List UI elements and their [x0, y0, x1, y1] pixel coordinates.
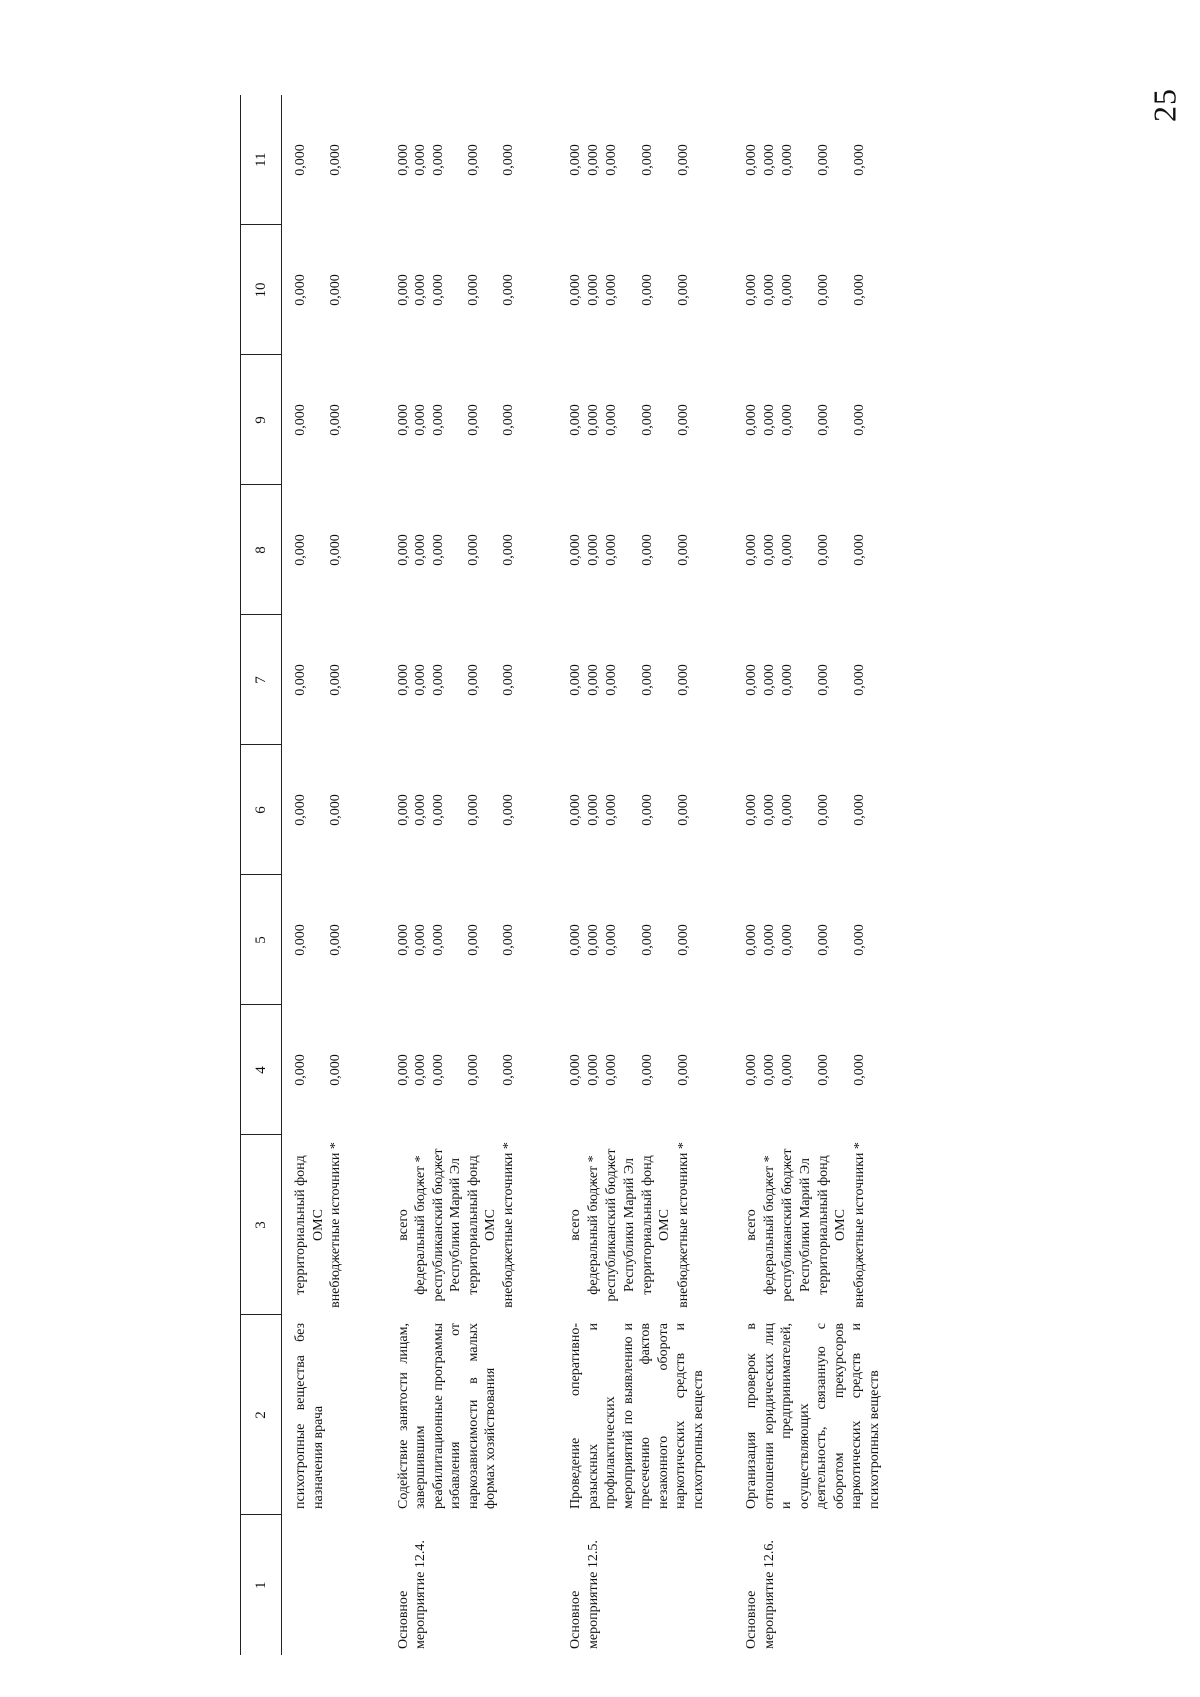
- amount-cell: 0,000: [675, 794, 691, 826]
- spacer-cell: [707, 95, 733, 1655]
- table-row: [385, 95, 413, 1655]
- amount-cell: 0,000: [413, 274, 428, 306]
- amount-cell: 0,000: [851, 274, 867, 306]
- amount-cell: 0,000: [395, 144, 411, 176]
- amount-cell: 0,000: [395, 534, 411, 566]
- amount-cell: 0,000: [568, 794, 583, 826]
- amount-cell: 0,000: [430, 1054, 446, 1086]
- amount-cell: 0,000: [604, 794, 620, 826]
- amount-cell: 0,000: [293, 664, 308, 696]
- amount-cell: 0,000: [762, 404, 778, 436]
- column-header: 7: [241, 615, 282, 745]
- amount-cell: 0,000: [780, 144, 796, 176]
- amount-cell: 0,000: [465, 274, 481, 306]
- amount-cell: 0,000: [851, 404, 867, 436]
- amount-cell: 0,000: [762, 534, 778, 566]
- amount-cell: 0,000: [815, 144, 831, 176]
- table-row: [733, 95, 761, 1655]
- amount-cell: 0,000: [675, 404, 691, 436]
- amount-cell: 0,000: [500, 404, 516, 436]
- amount-cell: 0,000: [328, 794, 343, 826]
- measure-name: Основное мероприятие 12.5.: [568, 1540, 601, 1649]
- financing-table: [240, 95, 883, 1655]
- amount-cell: 0,000: [568, 1054, 583, 1086]
- amount-cell: 0,000: [762, 144, 778, 176]
- funding-source: республиканский бюджет Республики Марий Эл: [430, 1148, 463, 1302]
- amount-cell: 0,000: [293, 404, 308, 436]
- group-spacer: [531, 95, 557, 1655]
- amount-cell: 0,000: [586, 664, 602, 696]
- amount-cell: 0,000: [762, 794, 778, 826]
- funding-source: республиканский бюджет Республики Марий Эл: [780, 1148, 813, 1302]
- column-header: 1: [241, 1515, 282, 1655]
- amount-cell: 0,000: [395, 404, 411, 436]
- amount-cell: 0,000: [500, 534, 516, 566]
- amount-cell: 0,000: [780, 1054, 796, 1086]
- amount-cell: 0,000: [413, 794, 428, 826]
- amount-cell: 0,000: [465, 794, 481, 826]
- funding-source: всего: [395, 1209, 411, 1241]
- amount-cell: 0,000: [430, 144, 446, 176]
- amount-cell: 0,000: [328, 274, 343, 306]
- group-spacer: [707, 95, 733, 1655]
- amount-cell: 0,000: [780, 664, 796, 696]
- amount-cell: 0,000: [568, 144, 583, 176]
- funding-source: республиканский бюджет Республики Марий Эл: [604, 1148, 637, 1302]
- amount-cell: 0,000: [328, 924, 343, 956]
- amount-cell: 0,000: [780, 404, 796, 436]
- amount-cell: 0,000: [815, 794, 831, 826]
- measure-description: Проведение оперативно-разыскных и профилактических мероприятий по выявлению и пресечению фактов незаконного оборота наркотических средств и психотропных веществ: [568, 1323, 706, 1509]
- amount-cell: 0,000: [815, 1054, 831, 1086]
- amount-cell: 0,000: [500, 274, 516, 306]
- amount-cell: 0,000: [413, 1054, 428, 1086]
- amount-cell: 0,000: [639, 144, 655, 176]
- amount-cell: 0,000: [780, 794, 796, 826]
- amount-cell: 0,000: [762, 274, 778, 306]
- amount-cell: 0,000: [744, 794, 759, 826]
- amount-cell: 0,000: [500, 664, 516, 696]
- amount-cell: 0,000: [586, 144, 602, 176]
- amount-cell: 0,000: [586, 1054, 602, 1086]
- amount-cell: 0,000: [500, 924, 516, 956]
- amount-cell: 0,000: [586, 794, 602, 826]
- funding-source: внебюджетные источники *: [500, 1142, 516, 1308]
- funding-source: территориальный фонд ОМС: [293, 1155, 326, 1295]
- amount-cell: 0,000: [675, 144, 691, 176]
- amount-cell: 0,000: [395, 1054, 411, 1086]
- amount-cell: 0,000: [413, 534, 428, 566]
- amount-cell: 0,000: [465, 534, 481, 566]
- spacer-cell: [359, 95, 385, 1655]
- amount-cell: 0,000: [675, 1054, 691, 1086]
- amount-cell: 0,000: [744, 924, 759, 956]
- amount-cell: 0,000: [604, 664, 620, 696]
- amount-cell: 0,000: [815, 274, 831, 306]
- column-number-header: [241, 95, 282, 1655]
- amount-cell: 0,000: [465, 664, 481, 696]
- amount-cell: 0,000: [815, 664, 831, 696]
- amount-cell: 0,000: [328, 144, 343, 176]
- amount-cell: 0,000: [465, 924, 481, 956]
- amount-cell: 0,000: [744, 274, 759, 306]
- column-header: 10: [241, 225, 282, 355]
- amount-cell: 0,000: [328, 534, 343, 566]
- amount-cell: 0,000: [328, 404, 343, 436]
- amount-cell: 0,000: [568, 924, 583, 956]
- amount-cell: 0,000: [744, 664, 759, 696]
- amount-cell: 0,000: [395, 274, 411, 306]
- amount-cell: 0,000: [744, 1054, 759, 1086]
- column-header: 3: [241, 1135, 282, 1315]
- funding-source: внебюджетные источники *: [851, 1142, 867, 1308]
- amount-cell: 0,000: [430, 794, 446, 826]
- amount-cell: 0,000: [639, 1054, 655, 1086]
- measure-name: [282, 1515, 359, 1655]
- amount-cell: 0,000: [815, 534, 831, 566]
- amount-cell: 0,000: [568, 664, 583, 696]
- column-header: 11: [241, 95, 282, 225]
- amount-cell: 0,000: [639, 404, 655, 436]
- amount-cell: 0,000: [851, 924, 867, 956]
- measure-description: психотропные вещества без назначения врача: [293, 1323, 326, 1509]
- amount-cell: 0,000: [586, 924, 602, 956]
- amount-cell: 0,000: [604, 404, 620, 436]
- amount-cell: 0,000: [675, 664, 691, 696]
- funding-source: всего: [568, 1209, 583, 1241]
- column-header: 5: [241, 875, 282, 1005]
- amount-cell: 0,000: [780, 534, 796, 566]
- amount-cell: 0,000: [604, 924, 620, 956]
- amount-cell: 0,000: [851, 144, 867, 176]
- amount-cell: 0,000: [500, 144, 516, 176]
- amount-cell: 0,000: [815, 924, 831, 956]
- amount-cell: 0,000: [851, 534, 867, 566]
- amount-cell: 0,000: [604, 144, 620, 176]
- funding-source: внебюджетные источники *: [675, 1142, 691, 1308]
- amount-cell: 0,000: [413, 664, 428, 696]
- amount-cell: 0,000: [430, 924, 446, 956]
- group-spacer: [359, 95, 385, 1655]
- amount-cell: 0,000: [604, 1054, 620, 1086]
- amount-cell: 0,000: [675, 274, 691, 306]
- measure-name: Основное мероприятие 12.4.: [395, 1540, 428, 1649]
- amount-cell: 0,000: [293, 274, 308, 306]
- column-header: 6: [241, 745, 282, 875]
- column-header: 4: [241, 1005, 282, 1135]
- amount-cell: 0,000: [675, 924, 691, 956]
- amount-cell: 0,000: [430, 664, 446, 696]
- amount-cell: 0,000: [293, 534, 308, 566]
- amount-cell: 0,000: [762, 1054, 778, 1086]
- funding-source: территориальный фонд ОМС: [465, 1155, 498, 1295]
- amount-cell: 0,000: [328, 1054, 343, 1086]
- funding-source: территориальный фонд ОМС: [639, 1155, 673, 1295]
- rotated-page-content: [240, 95, 1170, 1655]
- funding-source: федеральный бюджет *: [413, 1155, 428, 1295]
- amount-cell: 0,000: [568, 404, 583, 436]
- column-header: 9: [241, 355, 282, 485]
- amount-cell: 0,000: [500, 794, 516, 826]
- amount-cell: 0,000: [639, 794, 655, 826]
- amount-cell: 0,000: [604, 534, 620, 566]
- amount-cell: 0,000: [293, 794, 308, 826]
- amount-cell: 0,000: [639, 274, 655, 306]
- amount-cell: 0,000: [568, 534, 583, 566]
- measure-description: Содействие занятости лицам, завершившим реабилитационные программы избавления от наркозависимости в малых формах хозяйствования: [395, 1323, 498, 1509]
- funding-source: федеральный бюджет *: [762, 1155, 778, 1295]
- amount-cell: 0,000: [639, 924, 655, 956]
- amount-cell: 0,000: [413, 404, 428, 436]
- amount-cell: 0,000: [293, 924, 308, 956]
- funding-source: всего: [744, 1209, 759, 1241]
- amount-cell: 0,000: [780, 274, 796, 306]
- amount-cell: 0,000: [851, 1054, 867, 1086]
- amount-cell: 0,000: [851, 794, 867, 826]
- spacer-cell: [531, 95, 557, 1655]
- column-header: 2: [241, 1315, 282, 1515]
- amount-cell: 0,000: [815, 404, 831, 436]
- amount-cell: 0,000: [430, 534, 446, 566]
- amount-cell: 0,000: [675, 534, 691, 566]
- column-header: 8: [241, 485, 282, 615]
- measure-name: Основное мероприятие 12.6.: [744, 1540, 777, 1649]
- amount-cell: 0,000: [395, 664, 411, 696]
- amount-cell: 0,000: [395, 924, 411, 956]
- amount-cell: 0,000: [639, 534, 655, 566]
- amount-cell: 0,000: [465, 404, 481, 436]
- amount-cell: 0,000: [744, 534, 759, 566]
- amount-cell: 0,000: [500, 1054, 516, 1086]
- amount-cell: 0,000: [744, 144, 759, 176]
- amount-cell: 0,000: [568, 274, 583, 306]
- amount-cell: 0,000: [780, 924, 796, 956]
- amount-cell: 0,000: [744, 404, 759, 436]
- amount-cell: 0,000: [604, 274, 620, 306]
- funding-source: территориальный фонд ОМС: [815, 1155, 849, 1295]
- amount-cell: 0,000: [430, 274, 446, 306]
- amount-cell: 0,000: [851, 664, 867, 696]
- funding-source: федеральный бюджет *: [586, 1155, 602, 1295]
- amount-cell: 0,000: [762, 664, 778, 696]
- amount-cell: 0,000: [586, 534, 602, 566]
- amount-cell: 0,000: [293, 144, 308, 176]
- amount-cell: 0,000: [465, 1054, 481, 1086]
- amount-cell: 0,000: [395, 794, 411, 826]
- table-body: [282, 95, 884, 1655]
- amount-cell: 0,000: [413, 924, 428, 956]
- amount-cell: 0,000: [762, 924, 778, 956]
- table-row: [282, 95, 328, 1655]
- amount-cell: 0,000: [465, 144, 481, 176]
- amount-cell: 0,000: [293, 1054, 308, 1086]
- amount-cell: 0,000: [413, 144, 428, 176]
- amount-cell: 0,000: [430, 404, 446, 436]
- amount-cell: 0,000: [328, 664, 343, 696]
- amount-cell: 0,000: [586, 404, 602, 436]
- amount-cell: 0,000: [586, 274, 602, 306]
- page-number: 25: [1146, 88, 1183, 122]
- table-row: [557, 95, 585, 1655]
- amount-cell: 0,000: [639, 664, 655, 696]
- measure-description: Организация проверок в отношении юридических лиц и предпринимателей, осуществляющих деятельность, связанную с оборотом прекурсоров наркотических средств и психотропных веществ: [744, 1323, 882, 1509]
- funding-source: внебюджетные источники *: [328, 1142, 343, 1308]
